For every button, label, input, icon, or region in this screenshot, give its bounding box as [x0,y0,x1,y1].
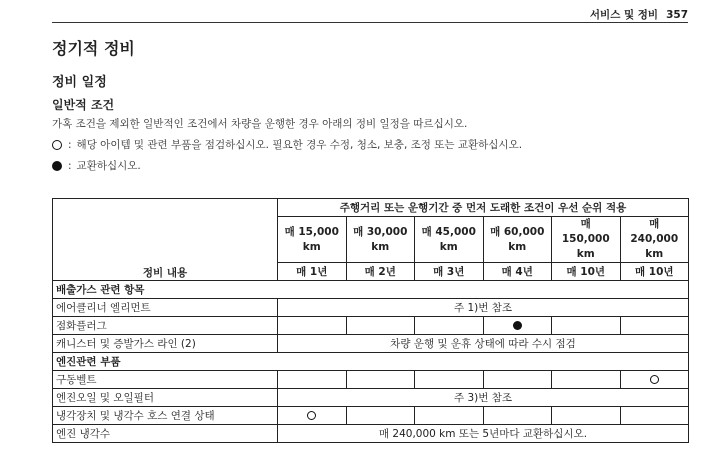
schedule-cell [620,407,689,425]
running-header-section: 서비스 및 정비 [589,9,659,21]
inspect-circle-icon [307,411,316,420]
table-row [53,299,689,317]
table-row [53,389,689,407]
page-subtitle: 정비 일정 [52,75,107,90]
schedule-cell [415,407,484,425]
schedule-cell [346,407,415,425]
row-item: 엔진 냉각수 [53,425,278,443]
row-span-note: 매 240,000 km 또는 5년마다 교환하십시오. [278,425,689,443]
replace-dot-icon [513,321,522,330]
schedule-cell [620,317,689,335]
intro-text: 가혹 조건을 제외한 일반적인 조건에서 차량을 운행한 경우 아래의 정비 일정을 따르십시오. [52,118,468,130]
schedule-cell [552,371,621,389]
table-row [53,425,689,443]
schedule-cell [278,317,347,335]
schedule-cell [278,407,347,425]
inspect-circle-icon [650,375,659,384]
page-number: 357 [666,9,688,21]
schedule-cell [552,407,621,425]
distance-cell: 매 45,000 km [415,217,484,263]
schedule-cell [483,371,552,389]
table-row [53,335,689,353]
distance-cell: 매 15,000 km [278,217,347,263]
schedule-cell [552,317,621,335]
table-row [53,371,689,389]
table-row [53,317,689,335]
section-row-engine: 엔진관련 부품 [53,353,689,371]
row-item: 냉각장치 및 냉각수 호스 연결 상태 [53,407,278,425]
item-header: 정비 내용 [53,217,278,281]
legend-dot-text: 교환하십시오. [76,160,141,172]
table-top-header: 주행거리 또는 운행기간 중 먼저 도래한 조건이 우선 순위 적용 [278,199,689,217]
schedule-cell [483,317,552,335]
section-row-emissions: 배출가스 관련 항목 [53,281,689,299]
schedule-cell [415,371,484,389]
year-cell: 매 4년 [483,263,552,281]
distance-cell: 매 30,000 km [346,217,415,263]
item-header-top [53,199,278,217]
open-circle-icon [52,140,62,150]
row-item: 엔진오일 및 오일필터 [53,389,278,407]
row-item: 에어클리너 엘리먼트 [53,299,278,317]
distance-cell: 매 60,000 km [483,217,552,263]
schedule-cell [620,371,689,389]
row-span-note: 주 3)번 참조 [278,389,689,407]
schedule-cell [483,407,552,425]
page-title: 정기적 정비 [52,39,135,58]
year-cell: 매 1년 [278,263,347,281]
schedule-cell [346,371,415,389]
distance-cell: 매 240,000 km [620,217,689,263]
maintenance-schedule-table [52,198,689,443]
table-row [53,407,689,425]
filled-dot-icon [52,161,62,171]
year-cell: 매 3년 [415,263,484,281]
row-span-note: 주 1)번 참조 [278,299,689,317]
row-item: 점화플러그 [53,317,278,335]
legend-dot: : 교환하십시오. [52,158,141,173]
section-title: 일반적 조건 [52,98,115,112]
schedule-cell [415,317,484,335]
year-cell: 매 10년 [620,263,689,281]
legend-circle: : 해당 아이템 및 관련 부품을 점검하십시오. 필요한 경우 수정, 청소, 보충, 조정 또는 교환하십시오. [52,137,522,152]
row-item: 캐니스터 및 증발가스 라인 (2) [53,335,278,353]
header-rule [52,22,688,23]
legend-circle-text: 해당 아이템 및 관련 부품을 점검하십시오. 필요한 경우 수정, 청소, 보충, 조정 또는 교환하십시오. [76,139,523,151]
schedule-cell [346,317,415,335]
row-item: 구동벨트 [53,371,278,389]
year-cell: 매 10년 [552,263,621,281]
year-cell: 매 2년 [346,263,415,281]
row-span-note: 차량 운행 및 운휴 상태에 따라 수시 점검 [278,335,689,353]
running-header [590,7,688,22]
schedule-cell [278,371,347,389]
distance-cell: 매 150,000 km [552,217,621,263]
